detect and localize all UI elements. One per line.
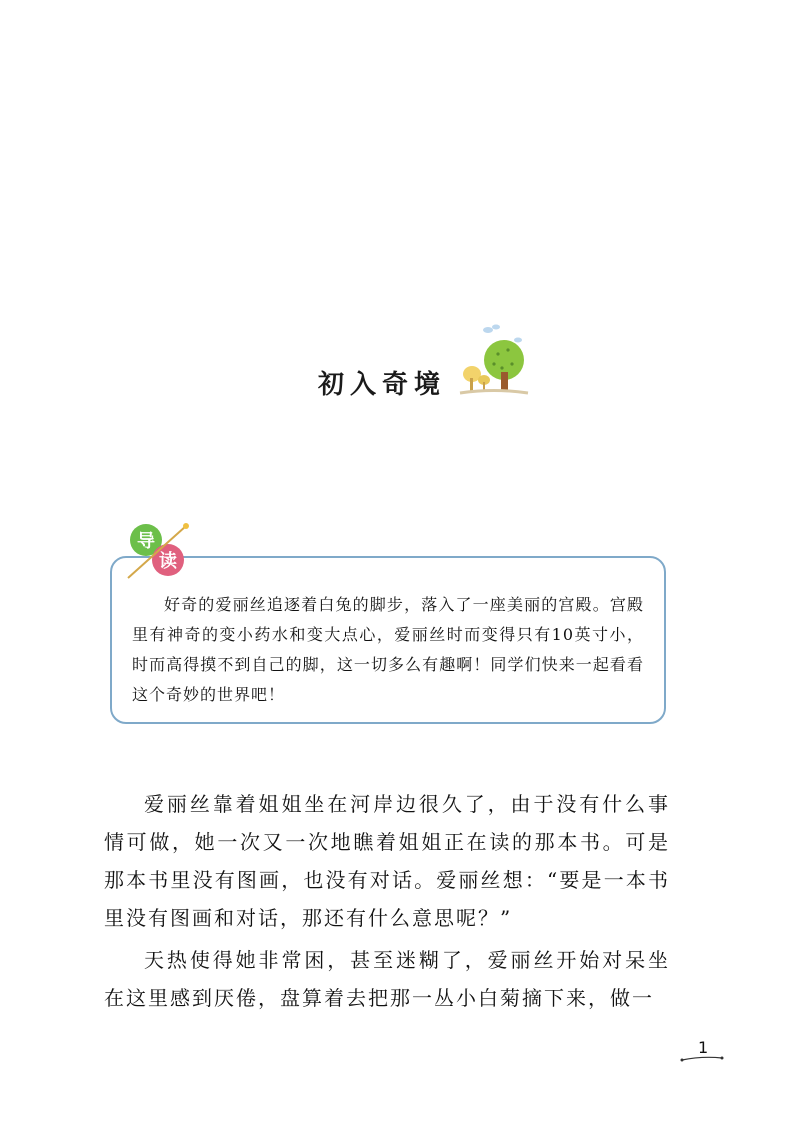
tree-illustration: [458, 320, 530, 398]
page-number-swoosh-icon: [680, 1052, 724, 1064]
guide-badge-char-1: 导: [137, 531, 155, 552]
body-paragraph-2: 天热使得她非常困，甚至迷糊了，爱丽丝开始对呆坐在这里感到厌倦，盘算着去把那一丛小白菊摘下来，做一: [104, 948, 670, 1010]
guide-paragraph: 好奇的爱丽丝追逐着白兔的脚步，落入了一座美丽的宫殿。宫殿里有神奇的变小药水和变大点心，爱丽丝时而变得只有10英寸小，时而高得摸不到自己的脚，这一切多么有趣啊！同学们快来一起看看这个奇妙的世界吧！: [132, 595, 644, 704]
guide-badge-char-2: 读: [159, 551, 177, 572]
guide-badge-icon: [122, 520, 198, 584]
chapter-title: 初入奇境: [318, 370, 447, 400]
guide-text: [132, 590, 644, 710]
body-text: [104, 785, 670, 1021]
body-paragraph-1: 爱丽丝靠着姐姐坐在河岸边很久了，由于没有什么事情可做，她一次又一次地瞧着姐姐正在读的那本书。可是那本书里没有图画，也没有对话。爱丽丝想：“要是一本书里没有图画和对话，那还有什么意思呢？”: [104, 792, 670, 930]
page-number-label: 1: [698, 1038, 709, 1057]
page-number: [680, 1038, 724, 1064]
